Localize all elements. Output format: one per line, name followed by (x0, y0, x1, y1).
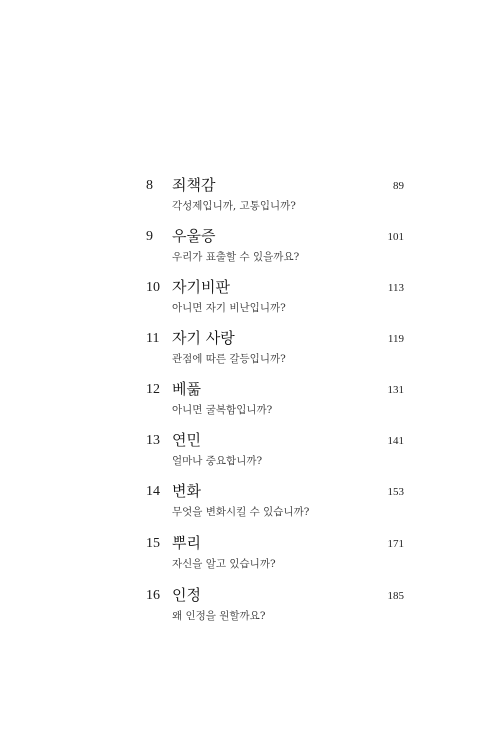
chapter-number: 8 (146, 178, 153, 193)
chapter-title[interactable]: 죄책감 (172, 176, 216, 194)
page-number[interactable]: 171 (387, 538, 404, 550)
chapter-subtitle: 관점에 따른 갈등입니까? (172, 353, 286, 365)
toc-entry[interactable] (0, 533, 500, 577)
page-number[interactable]: 119 (387, 333, 404, 345)
toc-entry[interactable] (0, 277, 500, 321)
chapter-subtitle: 무엇을 변화시킬 수 있습니까? (172, 506, 310, 518)
page-number[interactable]: 113 (387, 282, 404, 294)
toc-entry[interactable] (0, 175, 500, 219)
chapter-number: 16 (146, 588, 160, 603)
chapter-title[interactable]: 자기 사랑 (172, 329, 235, 347)
chapter-subtitle: 아니면 굴복함입니까? (172, 404, 273, 416)
chapter-number: 13 (146, 433, 160, 448)
page-number[interactable]: 153 (387, 486, 404, 498)
page-number[interactable]: 185 (387, 590, 404, 602)
toc-entry[interactable] (0, 226, 500, 270)
chapter-title[interactable]: 인정 (172, 586, 201, 604)
chapter-number: 12 (146, 382, 160, 397)
toc-entry[interactable] (0, 379, 500, 423)
page-number[interactable]: 101 (387, 231, 404, 243)
chapter-number: 11 (146, 331, 160, 346)
toc-entry[interactable] (0, 585, 500, 629)
chapter-title[interactable]: 연민 (172, 431, 201, 449)
page-number[interactable]: 131 (387, 384, 404, 396)
chapter-subtitle: 각성제입니까, 고통입니까? (172, 200, 296, 212)
chapter-subtitle: 우리가 표출할 수 있을까요? (172, 251, 300, 263)
chapter-subtitle: 얼마나 중요합니까? (172, 455, 263, 467)
toc-entry[interactable] (0, 481, 500, 525)
page-number[interactable]: 141 (387, 435, 404, 447)
chapter-title[interactable]: 뿌리 (172, 534, 201, 552)
chapter-subtitle: 아니면 자기 비난입니까? (172, 302, 286, 314)
page-number[interactable]: 89 (393, 180, 404, 192)
chapter-number: 14 (146, 484, 160, 499)
chapter-title[interactable]: 자기비판 (172, 278, 230, 296)
chapter-subtitle: 왜 인정을 원할까요? (172, 610, 266, 622)
chapter-title[interactable]: 우울증 (172, 227, 216, 245)
chapter-number: 9 (146, 229, 153, 244)
toc-entry[interactable] (0, 328, 500, 372)
chapter-number: 15 (146, 536, 160, 551)
chapter-subtitle: 자신을 알고 있습니까? (172, 558, 276, 570)
chapter-number: 10 (146, 280, 160, 295)
chapter-title[interactable]: 변화 (172, 482, 201, 500)
toc-entry[interactable] (0, 430, 500, 474)
chapter-title[interactable]: 베풂 (172, 380, 201, 398)
